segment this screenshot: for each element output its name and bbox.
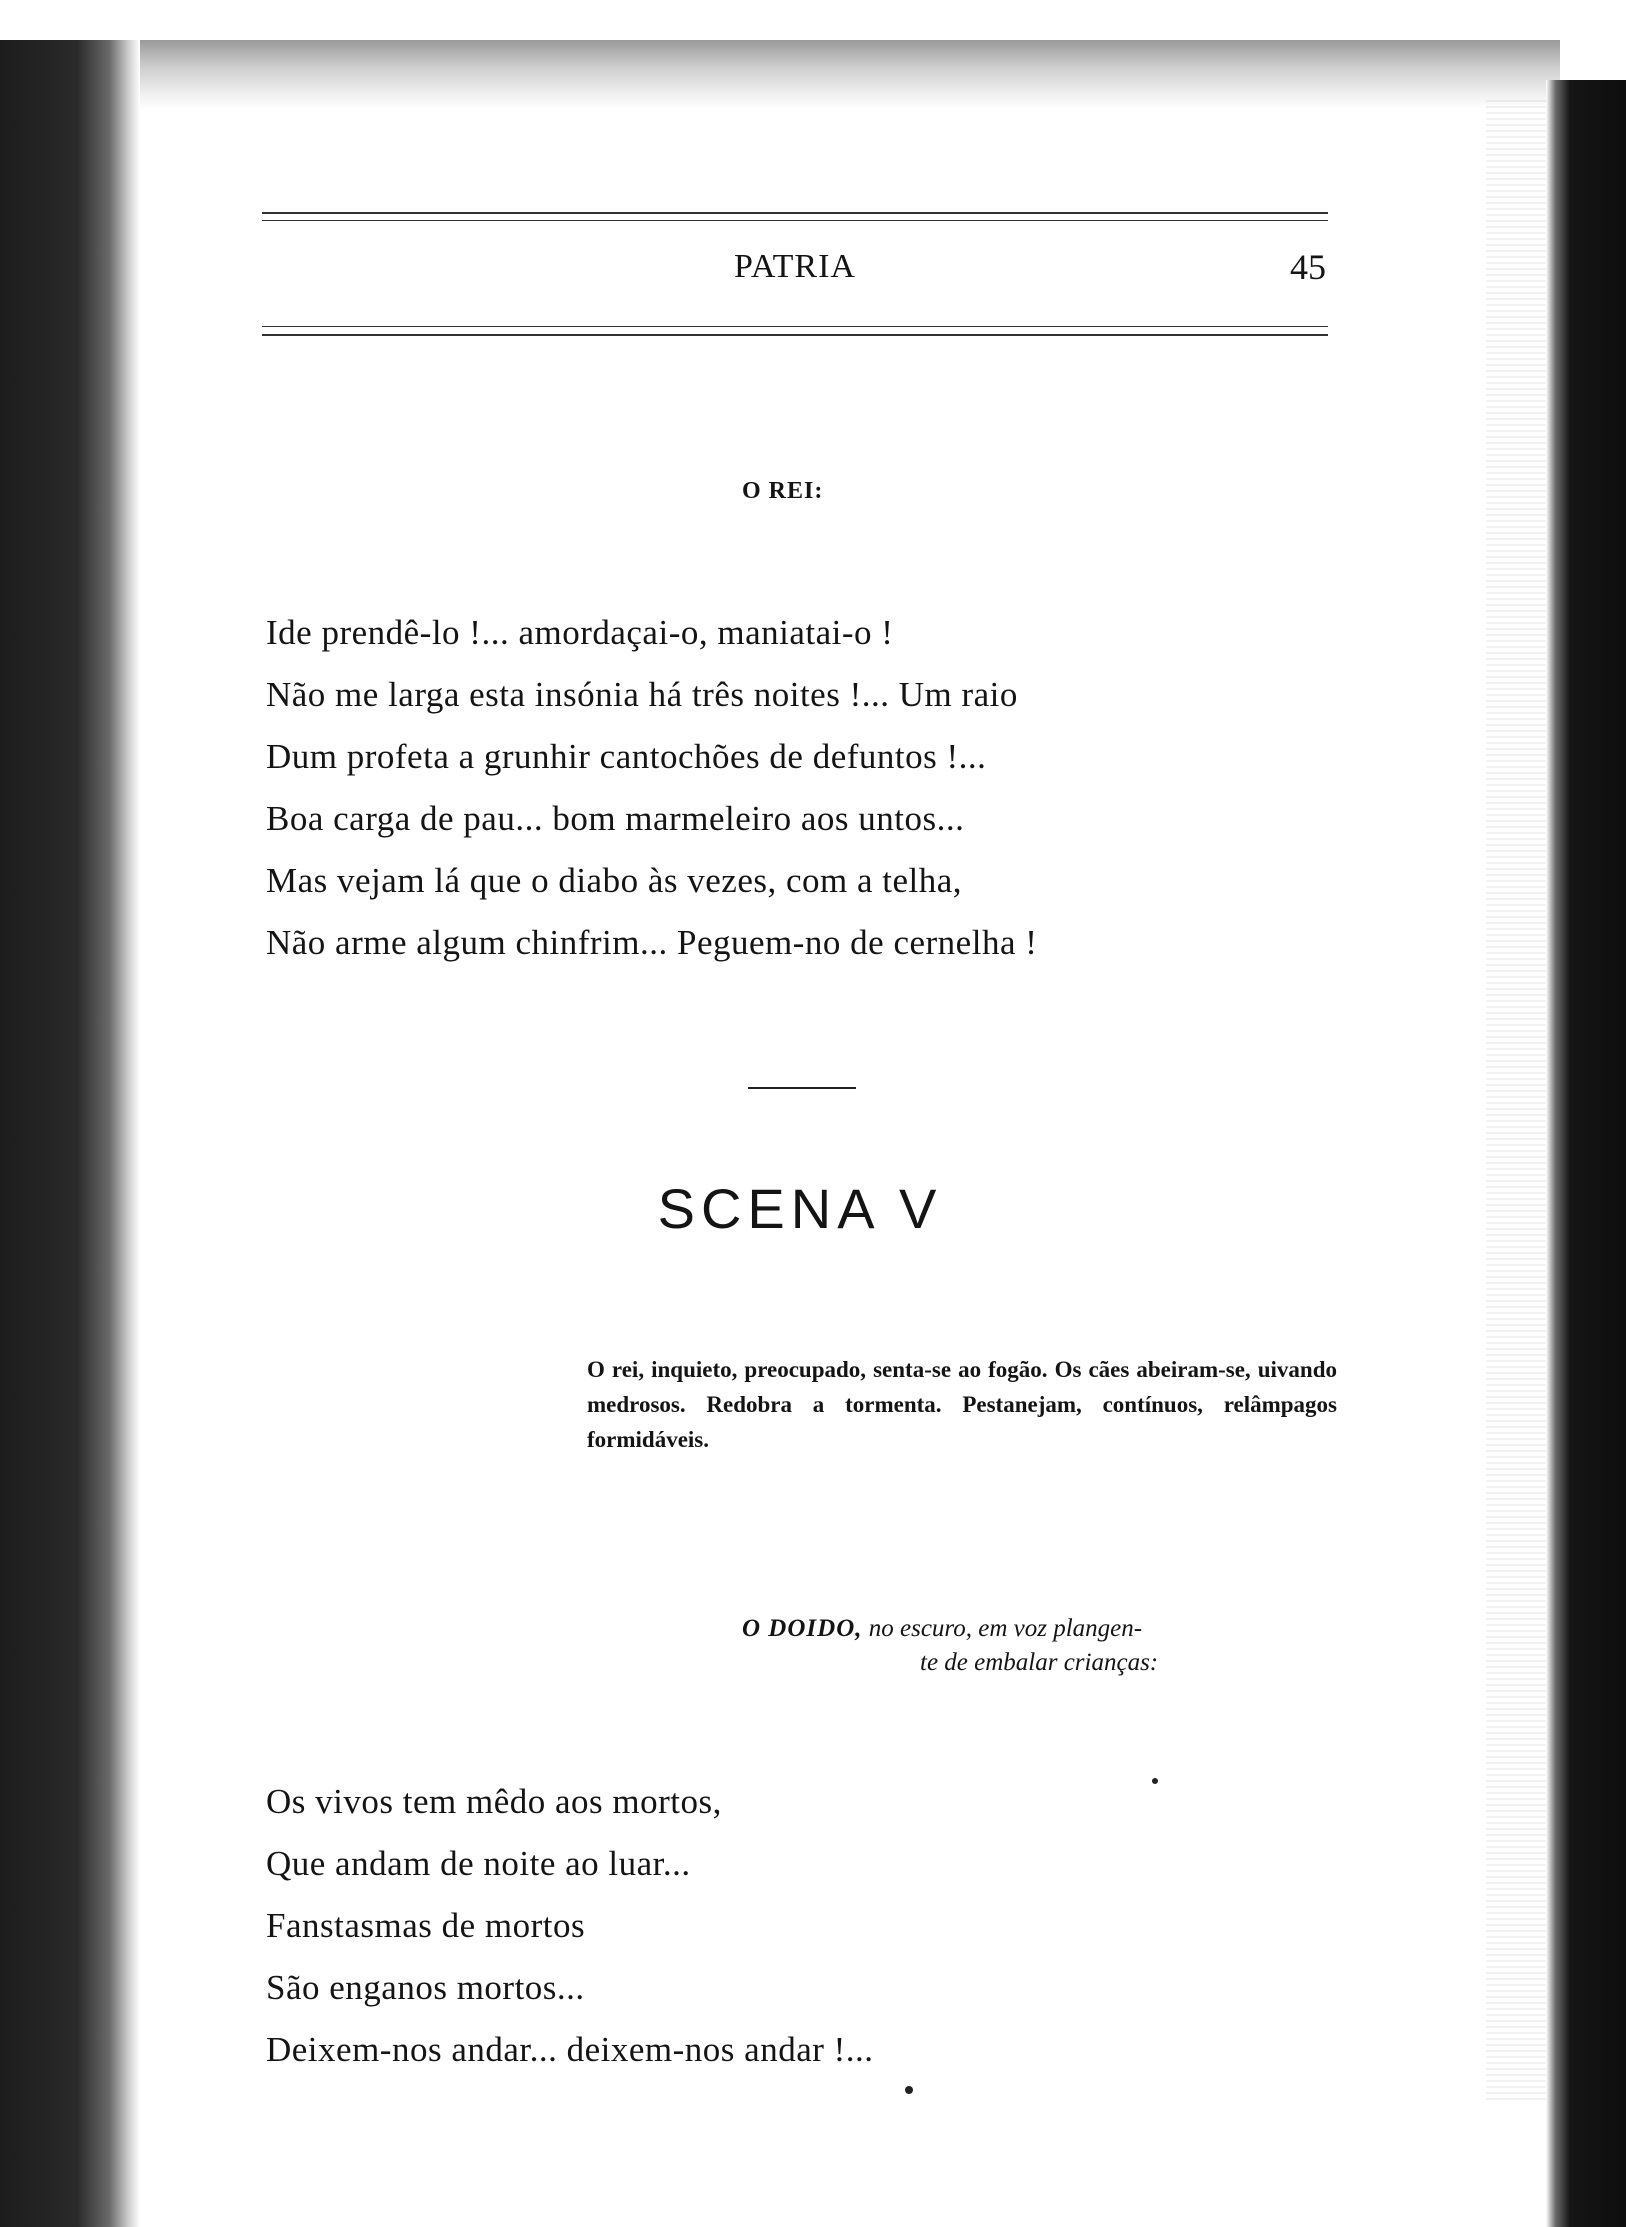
verse-block	[266, 602, 1037, 974]
header-rule-top-thin	[262, 220, 1328, 221]
scene-heading: SCENA V	[657, 1177, 943, 1240]
page-number: 45	[1290, 247, 1326, 287]
section-divider	[748, 1087, 856, 1089]
header-rule-bottom	[262, 334, 1328, 336]
verse-line: Não me larga esta insónia há três noites !... Um raio	[266, 675, 1018, 714]
speaker-name: O DOIDO,	[742, 1615, 863, 1642]
verse-line: Que andam de noite ao luar...	[266, 1844, 691, 1883]
verse-line: Fanstasmas de mortos	[266, 1906, 586, 1945]
verse-line: Ide prendê-lo !... amordaçai-o, maniatai-o !	[266, 613, 894, 652]
verse-line: Mas vejam lá que o diabo às vezes, com a telha,	[266, 861, 963, 900]
scan-speck	[1152, 1778, 1158, 1784]
header-rule-bottom-thin	[262, 326, 1328, 327]
speaker-cue-text: no escuro, em voz plangen-	[868, 1615, 1143, 1642]
verse-line: São enganos mortos...	[266, 1968, 585, 2007]
verse-line: Dum profeta a grunhir cantochões de defuntos !...	[266, 737, 987, 776]
verse-block	[266, 1771, 874, 2081]
header-rule-top	[262, 212, 1328, 214]
verse-line: Boa carga de pau... bom marmeleiro aos untos...	[266, 799, 965, 838]
verse-line: Deixem-nos andar... deixem-nos andar !...	[266, 2030, 874, 2069]
verse-line: Os vivos tem mêdo aos mortos,	[266, 1782, 722, 1821]
speaker-cue	[742, 1612, 1362, 1680]
speaker-cue-text: te de embalar crianças:	[920, 1649, 1159, 1676]
running-title: PATRIA	[734, 248, 856, 285]
verse-line: Não arme algum chinfrim... Peguem-no de cernelha !	[266, 923, 1038, 962]
stage-direction: O rei, inquieto, preocupado, senta-se ao fogão. Os cães abeiram-se, uivando medrosos. Redobra a tormenta. Pestanejam, contínuos, relâmpagos formidáveis.	[587, 1357, 1337, 1452]
scan-speck	[905, 2086, 913, 2094]
speaker-name: O REI:	[742, 478, 824, 504]
